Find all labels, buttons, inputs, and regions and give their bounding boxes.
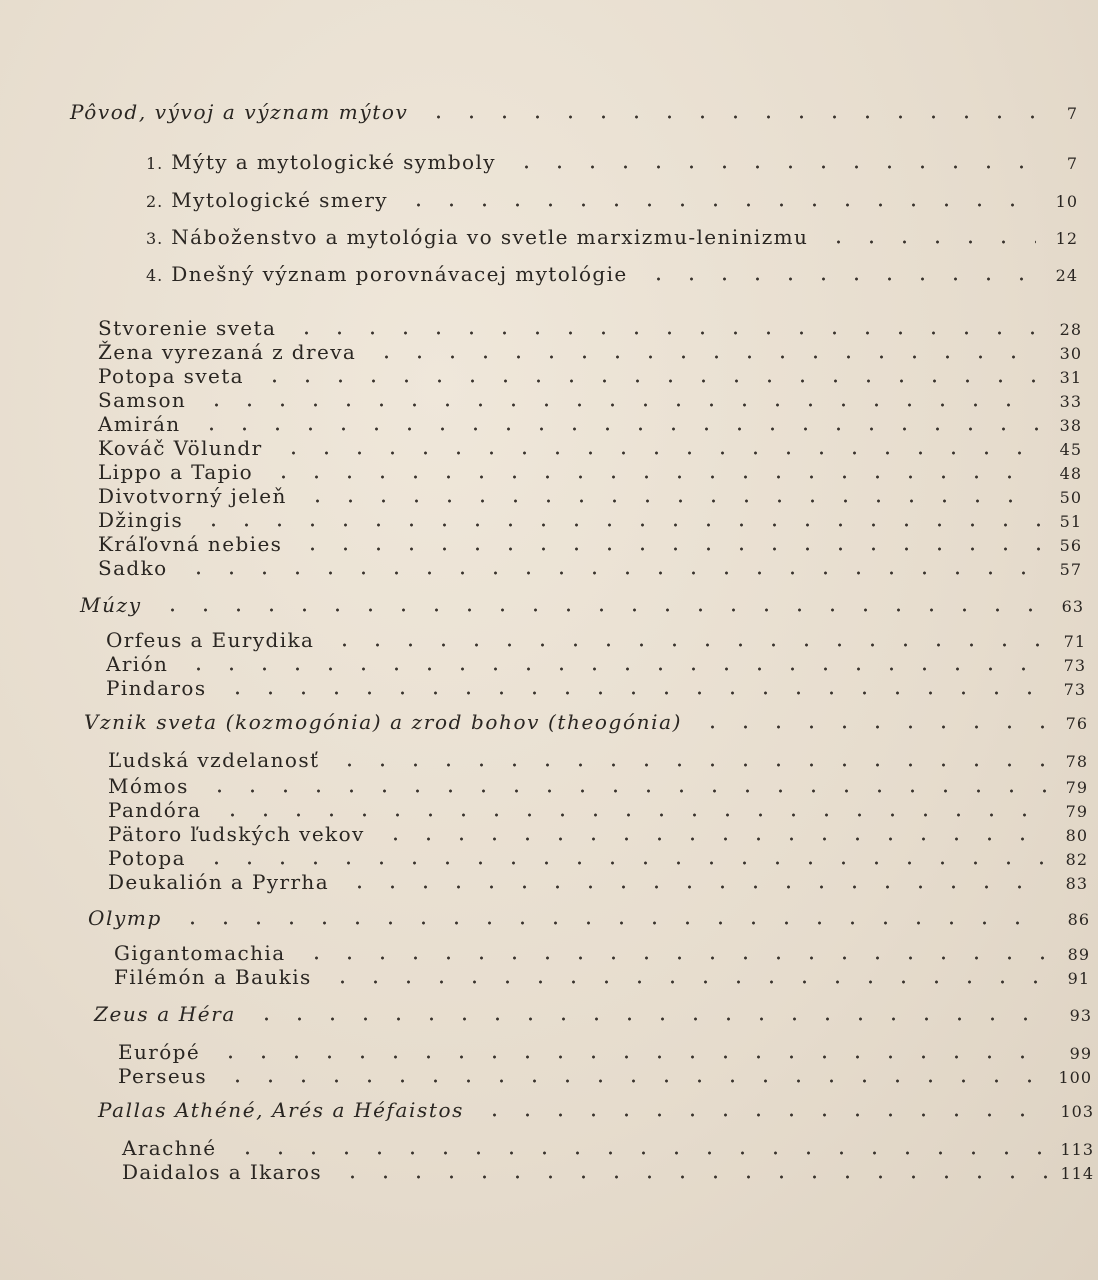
toc-item-number: 1.: [146, 154, 164, 173]
toc-item: [98, 436, 1082, 460]
toc-page-number: 48: [1059, 464, 1082, 483]
toc-page-number: 99: [1069, 1044, 1092, 1063]
toc-chapter-title: Múzy: [80, 593, 142, 617]
dot-leader: [343, 885, 1046, 889]
toc-page-number: 7: [1066, 154, 1078, 173]
toc-item: [98, 484, 1082, 508]
toc-item-title: Stvorenie sveta: [98, 316, 277, 340]
toc-page-number: 57: [1059, 560, 1082, 579]
toc-page-number: 30: [1059, 344, 1082, 363]
toc-item-title: Dnešný význam porovnávacej mytológie: [171, 262, 628, 286]
toc-item-title: Žena vyrezaná z dreva: [98, 340, 357, 364]
toc-item-title: Perseus: [118, 1064, 207, 1088]
dot-leader: [301, 499, 1040, 503]
toc-item-title: Divotvorný jeleň: [98, 484, 287, 508]
toc-page-number: 80: [1065, 826, 1088, 845]
dot-leader: [250, 1017, 1050, 1021]
toc-page-number: 38: [1059, 416, 1082, 435]
toc-item-title: Mómos: [108, 774, 189, 798]
dot-leader: [402, 203, 1036, 207]
dot-leader: [214, 1055, 1050, 1059]
toc-item-title: Gigantomachia: [114, 941, 286, 965]
dot-leader: [182, 571, 1040, 575]
toc-page-number: 100: [1058, 1068, 1092, 1087]
toc-chapter-title: Olymp: [88, 906, 162, 930]
toc-item-title: Pätoro ľudských vekov: [108, 822, 365, 846]
toc-item-title: Náboženstvo a mytológia vo svetle marxizmu-leninizmu: [171, 225, 809, 249]
dot-leader: [370, 355, 1040, 359]
dot-leader: [277, 451, 1040, 455]
toc-item: [108, 748, 1088, 772]
toc-page-number: 63: [1061, 597, 1084, 616]
toc-item: [108, 774, 1088, 798]
toc-item: [98, 364, 1082, 388]
toc-page-number: 12: [1055, 229, 1078, 248]
toc-page-number: 7: [1066, 104, 1078, 123]
toc-chapter-title: Pallas Athéné, Arés a Héfaistos: [98, 1098, 465, 1122]
toc-item-title: Amirán: [98, 412, 181, 436]
toc-item-title: Arachné: [122, 1136, 217, 1160]
toc-item-title: Samson: [98, 388, 187, 412]
toc-chapter: [94, 1002, 1092, 1026]
toc-item-title: Ľudská vzdelanosť: [108, 748, 320, 772]
toc-item: [108, 798, 1088, 822]
toc-page-number: 45: [1059, 440, 1082, 459]
toc-page-number: 93: [1069, 1006, 1092, 1025]
toc-item: [98, 508, 1082, 532]
dot-leader: [336, 1175, 1048, 1179]
toc-chapter-title: Vznik sveta (kozmogónia) a zrod bohov (theogónia): [84, 710, 683, 734]
toc-item: [98, 460, 1082, 484]
toc-item: [118, 1040, 1092, 1064]
toc-numbered-item: [146, 262, 1078, 286]
toc-page-number: 113: [1060, 1140, 1094, 1159]
toc-page-number: 83: [1065, 874, 1088, 893]
toc-item: [118, 1064, 1092, 1088]
dot-leader: [379, 837, 1046, 841]
toc-item: [98, 388, 1082, 412]
dot-leader: [422, 115, 1036, 119]
toc-item-title: Džingis: [98, 508, 184, 532]
toc-numbered-item: [146, 188, 1078, 212]
toc-item: [122, 1136, 1094, 1160]
toc-item-title: Mytologické smery: [171, 188, 388, 212]
dot-leader: [296, 547, 1040, 551]
toc-page-number: 71: [1063, 632, 1086, 651]
toc-item-title: Pindaros: [106, 676, 207, 700]
dot-leader: [478, 1113, 1048, 1117]
toc-item: [122, 1160, 1094, 1184]
toc-page-number: 82: [1065, 850, 1088, 869]
toc-item: [108, 870, 1088, 894]
toc-chapter-title: Pôvod, vývoj a význam mýtov: [70, 100, 409, 124]
toc-page-number: 28: [1059, 320, 1082, 339]
dot-leader: [216, 813, 1047, 817]
dot-leader: [200, 861, 1046, 865]
toc-item-title: Sadko: [98, 556, 168, 580]
toc-item: [98, 412, 1082, 436]
toc-item-title: Pandóra: [108, 798, 202, 822]
toc-page-number: 76: [1065, 714, 1088, 733]
dot-leader: [221, 691, 1044, 695]
dot-leader: [267, 475, 1040, 479]
toc-page-number: 103: [1060, 1102, 1094, 1121]
toc-item-title: Filémón a Baukis: [114, 965, 312, 989]
toc-item: [106, 628, 1086, 652]
toc-chapter: [88, 906, 1090, 930]
toc-item: [106, 652, 1086, 676]
dot-leader: [328, 643, 1044, 647]
dot-leader: [182, 667, 1044, 671]
dot-leader: [300, 956, 1048, 960]
toc-page-number: 56: [1059, 536, 1082, 555]
toc-chapter: [80, 593, 1084, 617]
toc-page-number: 79: [1065, 802, 1088, 821]
dot-leader: [197, 523, 1040, 527]
toc-item-title: Orfeus a Eurydika: [106, 628, 315, 652]
dot-leader: [326, 980, 1048, 984]
toc-item-number: 3.: [146, 229, 164, 248]
toc-item: [106, 676, 1086, 700]
toc-page-number: 51: [1059, 512, 1082, 531]
toc-item-number: 2.: [146, 192, 164, 211]
toc-page-number: 79: [1065, 778, 1088, 797]
dot-leader: [642, 277, 1036, 281]
toc-item: [98, 340, 1082, 364]
toc-chapter: [98, 1098, 1094, 1122]
dot-leader: [221, 1079, 1046, 1083]
toc-page-number: 89: [1067, 945, 1090, 964]
toc-page-number: 78: [1065, 752, 1088, 771]
toc-item-title: Kráľovná nebies: [98, 532, 283, 556]
toc-numbered-item: [146, 150, 1078, 174]
toc-item: [114, 965, 1090, 989]
toc-chapter: [84, 710, 1088, 734]
dot-leader: [510, 165, 1036, 169]
toc-item: [114, 941, 1090, 965]
toc-item: [98, 316, 1082, 340]
dot-leader: [258, 379, 1040, 383]
toc-item-title: Potopa: [108, 846, 186, 870]
toc-item-title: Daidalos a Ikaros: [122, 1160, 323, 1184]
dot-leader: [156, 608, 1042, 612]
toc-page-number: 114: [1060, 1164, 1094, 1183]
toc-page-number: 24: [1055, 266, 1078, 285]
dot-leader: [200, 403, 1040, 407]
toc-numbered-item: [146, 225, 1078, 249]
dot-leader: [231, 1151, 1049, 1155]
toc-item: [98, 532, 1082, 556]
toc-item-title: Mýty a mytologické symboly: [171, 150, 496, 174]
toc-item-title: Lippo a Tapio: [98, 460, 254, 484]
dot-leader: [195, 427, 1040, 431]
toc-page-number: 10: [1055, 192, 1078, 211]
toc-item-number: 4.: [146, 266, 164, 285]
toc-page-number: 91: [1067, 969, 1090, 988]
toc-item: [98, 556, 1082, 580]
toc-page-number: 33: [1059, 392, 1082, 411]
toc-item-title: Arión: [106, 652, 169, 676]
dot-leader: [290, 331, 1040, 335]
dot-leader: [696, 725, 1046, 729]
toc-page-number: 86: [1067, 910, 1090, 929]
toc-item-title: Potopa sveta: [98, 364, 245, 388]
dot-leader: [203, 789, 1046, 793]
toc-item: [108, 822, 1088, 846]
toc-chapter: [70, 100, 1078, 124]
toc-page-number: 73: [1063, 680, 1086, 699]
toc-chapter-title: Zeus a Héra: [94, 1002, 236, 1026]
toc-item: [108, 846, 1088, 870]
dot-leader: [333, 763, 1046, 767]
dot-leader: [822, 240, 1036, 244]
toc-page-number: 50: [1059, 488, 1082, 507]
dot-leader: [176, 921, 1048, 925]
toc-item-title: Deukalión a Pyrrha: [108, 870, 330, 894]
toc-item-title: Európé: [118, 1040, 201, 1064]
toc-item-title: Kováč Völundr: [98, 436, 263, 460]
toc-page-number: 31: [1059, 368, 1082, 387]
toc-page-number: 73: [1063, 656, 1086, 675]
